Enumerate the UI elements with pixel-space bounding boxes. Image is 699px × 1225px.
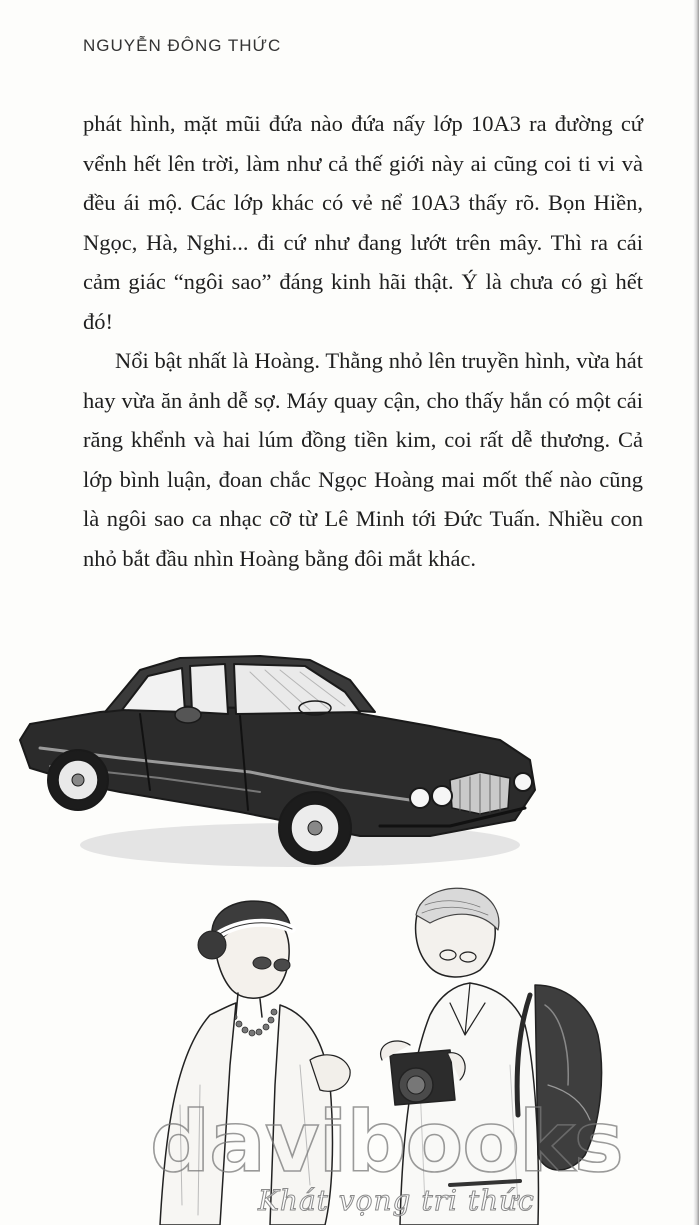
- watermark-slogan: Khát vọng tri thức: [258, 1184, 535, 1217]
- people-illustration: [120, 885, 680, 1225]
- car-illustration: [10, 640, 550, 880]
- page-edge: [693, 0, 699, 1225]
- running-head-author: NGUYỄN ĐÔNG THỨC: [83, 36, 282, 55]
- watermark-brand: davibooks: [150, 1093, 623, 1191]
- paragraph-1: phát hình, mặt mũi đứa nào đứa nấy lớp 10A3 ra đường cứ vểnh hết lên trời, làm như cả thế giới này ai cũng coi ti vi và đều ái mộ. Các lớp khác có vẻ nể 10A3 thấy rõ. Bọn Hiền, Ngọc, Hà, Nghi... đi cứ như đang lướt trên mây. Thì ra cái cảm giác “ngôi sao” đáng kinh hãi thật. Ý là chưa có gì hết đó!: [83, 111, 643, 334]
- body-text: [83, 104, 643, 578]
- paragraph-2: Nổi bật nhất là Hoàng. Thằng nhỏ lên truyền hình, vừa hát hay vừa ăn ảnh dễ sợ. Máy quay cận, cho thấy hắn có một cái răng khểnh và hai lúm đồng tiền kim, coi rất dễ thương. Cả lớp bình luận, đoan chắc Ngọc Hoàng mai mốt thế nào cũng là ngôi sao ca nhạc cỡ từ Lê Minh tới Đức Tuấn. Nhiều con nhỏ bắt đầu nhìn Hoàng bằng đôi mắt khác.: [83, 348, 643, 571]
